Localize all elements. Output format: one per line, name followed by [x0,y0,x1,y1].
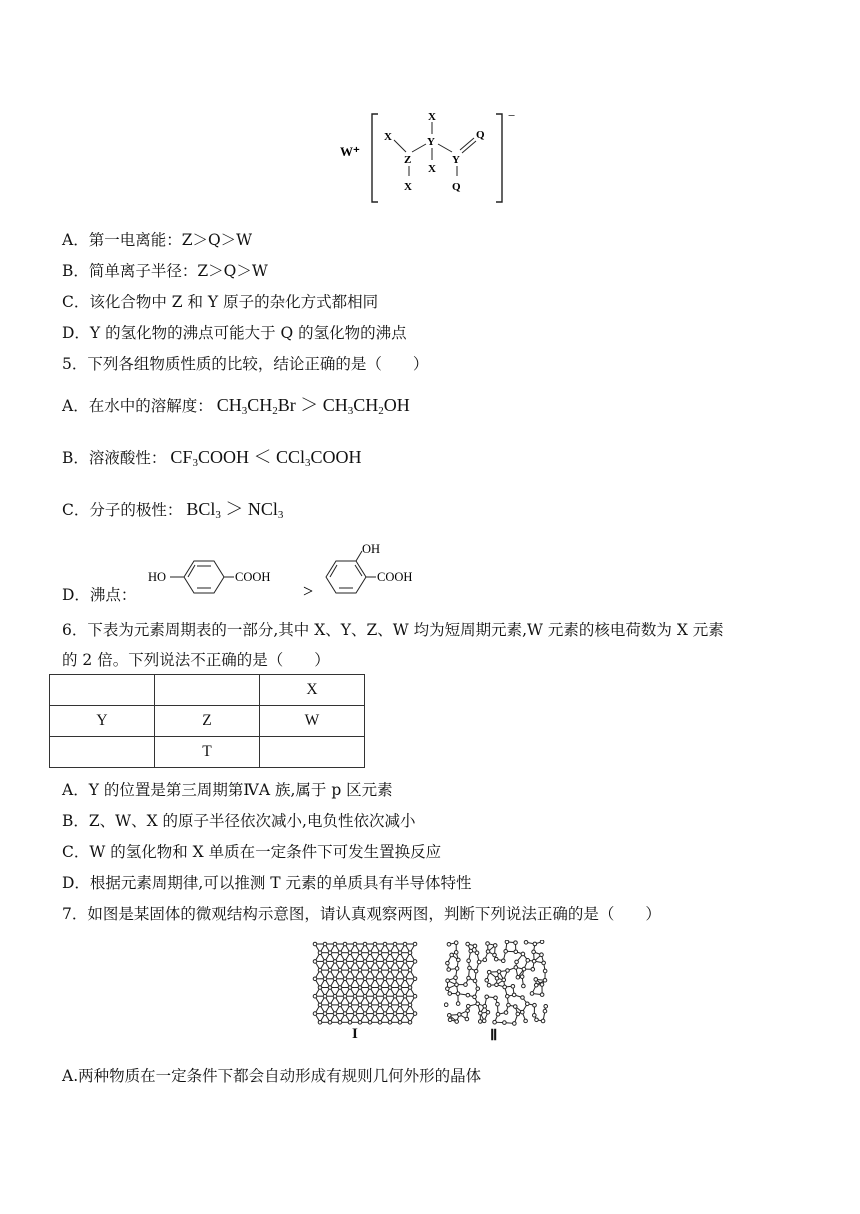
network-atom [487,983,491,987]
lattice-atom [338,1021,342,1025]
table-row [50,737,365,768]
lattice-atom [343,942,347,946]
network-atom [465,1017,469,1021]
network-atom [473,995,477,999]
lattice-atom [338,986,342,990]
q5-d-label: D．沸点： [62,586,137,604]
right-bracket [496,114,502,202]
network-atom [444,1003,448,1007]
network-atom [524,940,528,944]
network-atom [511,984,515,988]
network-atom [494,957,498,961]
table-cell [50,737,155,768]
table-cell: Z [155,706,260,737]
figure-label-ii: Ⅱ [490,1028,498,1044]
lattice-atom [413,942,417,946]
network-atom [515,960,519,964]
network-atom [486,950,490,954]
network-atom [455,983,459,987]
atom-z: Z [404,154,412,166]
network-atom [534,978,538,982]
network-atom [506,994,510,998]
network-atom [521,1010,525,1014]
network-atom [475,951,479,955]
lattice-atom [383,994,387,998]
network-atom [542,961,546,965]
table-cell: T [155,737,260,768]
q4-option-b: B．简单离子半径：Z＞Q＞W [62,262,268,280]
network-atom [458,1013,462,1017]
lattice-atom [338,968,342,972]
lattice-atom [413,960,417,964]
q4-option-d: D．Y 的氢化物的沸点可能大于 Q 的氢化物的沸点 [62,324,407,342]
atom-q1: Q [476,129,485,141]
lattice-atom [368,986,372,990]
network-atom [532,959,536,963]
lattice-atom [328,968,332,972]
network-atom [473,944,477,948]
lattice-atom [358,968,362,972]
network-atom [477,960,481,964]
table-cell: Y [50,706,155,737]
lattice-atom [388,1003,392,1007]
lattice-atom [353,942,357,946]
lattice-atom [343,1012,347,1016]
lattice-atom [323,977,327,981]
network-atom [543,969,547,973]
lattice-atom [323,994,327,998]
lattice-atom [338,1003,342,1007]
lattice-atom [318,1003,322,1007]
lattice-atom [343,960,347,964]
crystal-structure-figure [310,940,420,1028]
anion-structure-figure [336,108,536,208]
network-atom [521,952,525,956]
lattice-atom [318,968,322,972]
table-cell: X [260,675,365,706]
q6-option-b: B．Z、W、X 的原子半径依次减小,电负性依次减小 [62,812,416,830]
lattice-atom [343,977,347,981]
network-atom [450,953,454,957]
lattice-atom [398,968,402,972]
q5-b-label: B．溶液酸性： [62,449,167,467]
network-atom [446,961,450,965]
lattice-atom [403,942,407,946]
table-row [50,675,365,706]
lattice-atom [378,986,382,990]
network-atom [503,1021,507,1025]
lattice-atom [413,977,417,981]
network-atom [520,975,524,979]
network-atom [446,979,450,983]
network-atom [464,983,468,987]
atom-y1: Y [427,136,435,148]
network-atom [469,949,473,953]
network-atom [454,976,458,980]
network-atom [540,993,544,997]
lattice-atom [363,960,367,964]
network-atom [526,959,530,963]
lattice-atom [393,960,397,964]
lattice-atom [363,1012,367,1016]
lattice-atom [368,1021,372,1025]
lattice-atom [408,951,412,955]
lattice-atom [378,1003,382,1007]
d-greater-than: > [303,581,314,601]
lattice-atom [373,960,377,964]
atom-x4: X [404,181,412,193]
network-atom [466,942,470,946]
lattice-atom [358,1003,362,1007]
q6-option-c: C．W 的氢化物和 X 单质在一定条件下可发生置换反应 [62,843,442,861]
q6-stem-line2: 的 2 倍。下列说法不正确的是（ ） [62,651,330,669]
lattice-atom [348,968,352,972]
network-atom [468,966,472,970]
network-atom [486,942,490,946]
network-atom [446,987,450,991]
q5-c-label: C．分子的极性： [62,501,183,519]
lattice-atom [398,951,402,955]
network-atom [526,1002,530,1006]
network-atom [473,979,477,983]
lattice-atom [328,1003,332,1007]
q6-option-d: D．根据元素周期律,可以推测 T 元素的单质具有半导体特性 [62,874,472,892]
q5-option-a [62,391,410,417]
network-atom [540,953,544,957]
lattice-atom [353,994,357,998]
lattice-atom [353,977,357,981]
lattice-atom [403,960,407,964]
network-atom [485,995,489,999]
network-atom [495,976,499,980]
lattice-atom [318,1021,322,1025]
network-atom [493,944,497,948]
lattice-atom [323,942,327,946]
lattice-atom [328,1021,332,1025]
network-atom [448,1018,452,1022]
lattice-atom [403,977,407,981]
network-atom [543,978,547,982]
lattice-atom [333,960,337,964]
network-atom [455,1020,459,1024]
lattice-atom [378,968,382,972]
d-left-cooh: COOH [235,570,271,584]
network-atom [485,978,489,982]
atom-y2: Y [452,154,460,166]
lattice-atom [413,1012,417,1016]
network-atom [514,950,518,954]
atom-q2: Q [452,181,461,193]
lattice-atom [398,986,402,990]
figure-label-i: I [352,1026,358,1042]
lattice-atom [373,942,377,946]
network-atom [454,951,458,955]
network-atom [516,975,520,979]
q4-option-c: C．该化合物中 Z 和 Y 原子的杂化方式都相同 [62,293,379,311]
network-atom [466,1004,470,1008]
table-cell [50,675,155,706]
network-atom [534,983,538,987]
lattice-atom [388,1021,392,1025]
network-atom [544,1004,548,1008]
network-atom [535,1018,539,1022]
network-atom [503,985,507,989]
network-atom [506,969,510,973]
atom-x3: X [428,163,436,175]
lattice-atom [393,977,397,981]
lattice-atom [348,1003,352,1007]
q5-d-structures [148,543,448,605]
lattice-atom [408,986,412,990]
lattice-atom [333,994,337,998]
network-atom [522,984,526,988]
network-atom [455,967,459,971]
q5-a-formula: $CH_3CH_2Br > CH_3CH_2OH$ [216,395,410,417]
lattice-atom [313,1012,317,1016]
network-atom [524,1019,528,1023]
q4-option-a: A．第一电离能：Z＞Q＞W [62,231,253,249]
network-atom [501,959,505,963]
table-cell [155,675,260,706]
lattice-atom [313,960,317,964]
network-atom [479,1011,483,1015]
network-atom [502,978,506,982]
network-atom [466,1009,470,1013]
network-atom [532,950,536,954]
network-atom [495,983,499,987]
network-atom [448,992,452,996]
network-atom [494,996,498,1000]
network-atom [504,1011,508,1015]
network-atom [514,941,518,945]
q7-stem: 7．如图是某固体的微观结构示意图，请认真观察两图，判断下列说法正确的是（ ） [62,905,661,923]
lattice-atom [333,977,337,981]
network-atom [540,940,544,944]
lattice-atom [353,960,357,964]
lattice-atom [323,1012,327,1016]
lattice-atom [408,1021,412,1025]
lattice-atom [318,951,322,955]
lattice-atom [343,994,347,998]
lattice-atom [398,1003,402,1007]
lattice-atom [393,942,397,946]
lattice-atom [338,951,342,955]
network-atom [514,966,518,970]
network-atom [456,1002,460,1006]
network-atom [457,958,461,962]
network-atom [467,976,471,980]
cation-label: W⁺ [340,144,360,159]
lattice-atom [393,994,397,998]
d-left-ho: HO [148,570,167,584]
q7-option-a: A.两种物质在一定条件下都会自动形成有规则几何外形的晶体 [62,1067,482,1085]
lattice-atom [348,951,352,955]
network-atom [476,1002,480,1006]
lattice-atom [368,1003,372,1007]
network-atom [513,1022,517,1026]
network-atom [483,1004,487,1008]
network-atom [487,970,491,974]
q5-c-formula: BCl$_3$ ＞ NCl$_3$ [186,499,284,521]
lattice-atom [333,942,337,946]
atom-x1: X [384,131,392,143]
d-right-oh: OH [362,543,381,556]
lattice-atom [378,1021,382,1025]
lattice-atom [368,968,372,972]
lattice-atom [408,968,412,972]
network-atom [505,940,509,944]
lattice-atom [313,994,317,998]
periodic-table-fragment [49,674,365,768]
network-atom [482,1019,486,1023]
network-atom [540,983,544,987]
lattice-atom [358,951,362,955]
lattice-atom [388,951,392,955]
d-right-cooh: COOH [377,570,413,584]
network-atom [497,970,501,974]
network-atom [496,1002,500,1006]
lattice-atom [383,977,387,981]
network-atom [507,1003,511,1007]
network-atom [467,959,471,963]
lattice-atom [413,994,417,998]
lattice-atom [378,951,382,955]
lattice-atom [383,960,387,964]
network-atom [504,949,508,953]
network-atom [493,1020,497,1024]
lattice-atom [373,994,377,998]
q6-option-a: A．Y 的位置是第三周期第ⅣA 族,属于 p 区元素 [62,781,393,799]
lattice-atom [328,951,332,955]
amorphous-structure-figure [444,940,554,1028]
lattice-atom [333,1012,337,1016]
lattice-atom [363,977,367,981]
lattice-atom [328,986,332,990]
lattice-atom [373,1012,377,1016]
table-cell: W [260,706,365,737]
lattice-atom [383,1012,387,1016]
network-atom [454,941,458,945]
lattice-atom [403,994,407,998]
network-atom [512,993,516,997]
lattice-atom [383,942,387,946]
table-row [50,706,365,737]
network-atom [447,968,451,972]
network-atom [486,1010,490,1014]
network-atom [447,943,451,947]
network-atom [530,992,534,996]
q5-option-c [62,495,283,521]
network-atom [476,987,480,991]
network-atom [466,993,470,997]
q5-option-b [62,443,361,469]
network-atom [543,1009,547,1013]
lattice-atom [353,1012,357,1016]
lattice-atom [363,994,367,998]
lattice-atom [388,968,392,972]
lattice-atom [313,977,317,981]
network-atom [493,953,497,957]
network-atom [531,967,535,971]
lattice-atom [358,1021,362,1025]
charge-label: − [508,108,516,123]
lattice-atom [403,1012,407,1016]
lattice-atom [368,951,372,955]
network-atom [456,992,460,996]
network-atom [474,969,478,973]
lattice-atom [393,1012,397,1016]
network-atom [516,1012,520,1016]
lattice-atom [408,1003,412,1007]
q5-b-formula: $CF_3COOH$ ＜ CCl$_3$COOH [170,447,362,469]
network-atom [533,1003,537,1007]
table-cell [260,737,365,768]
lattice-atom [313,942,317,946]
lattice-atom [373,977,377,981]
left-bracket [372,114,378,202]
network-atom [541,1019,545,1023]
network-atom [496,1012,500,1016]
lattice-atom [348,1021,352,1025]
network-atom [533,942,537,946]
network-atom [522,967,526,971]
network-atom [513,1005,517,1009]
lattice-atom [363,942,367,946]
network-atom [533,1013,537,1017]
atom-x2: X [428,111,436,123]
lattice-atom [318,986,322,990]
lattice-atom [358,986,362,990]
lattice-atom [348,986,352,990]
q6-stem-line1: 6．下表为元素周期表的一部分,其中 X、Y、Z、W 均为短周期元素,W 元素的核电荷数为 X 元素 [62,621,724,639]
q5-stem: 5．下列各组物质性质的比较，结论正确的是（ ） [62,355,429,373]
network-atom [521,996,525,1000]
lattice-atom [323,960,327,964]
network-atom [478,1020,482,1024]
lattice-atom [388,986,392,990]
network-atom [447,1013,451,1017]
lattice-atom [398,1021,402,1025]
network-atom [483,958,487,962]
q5-a-label: A．在水中的溶解度： [62,397,213,415]
